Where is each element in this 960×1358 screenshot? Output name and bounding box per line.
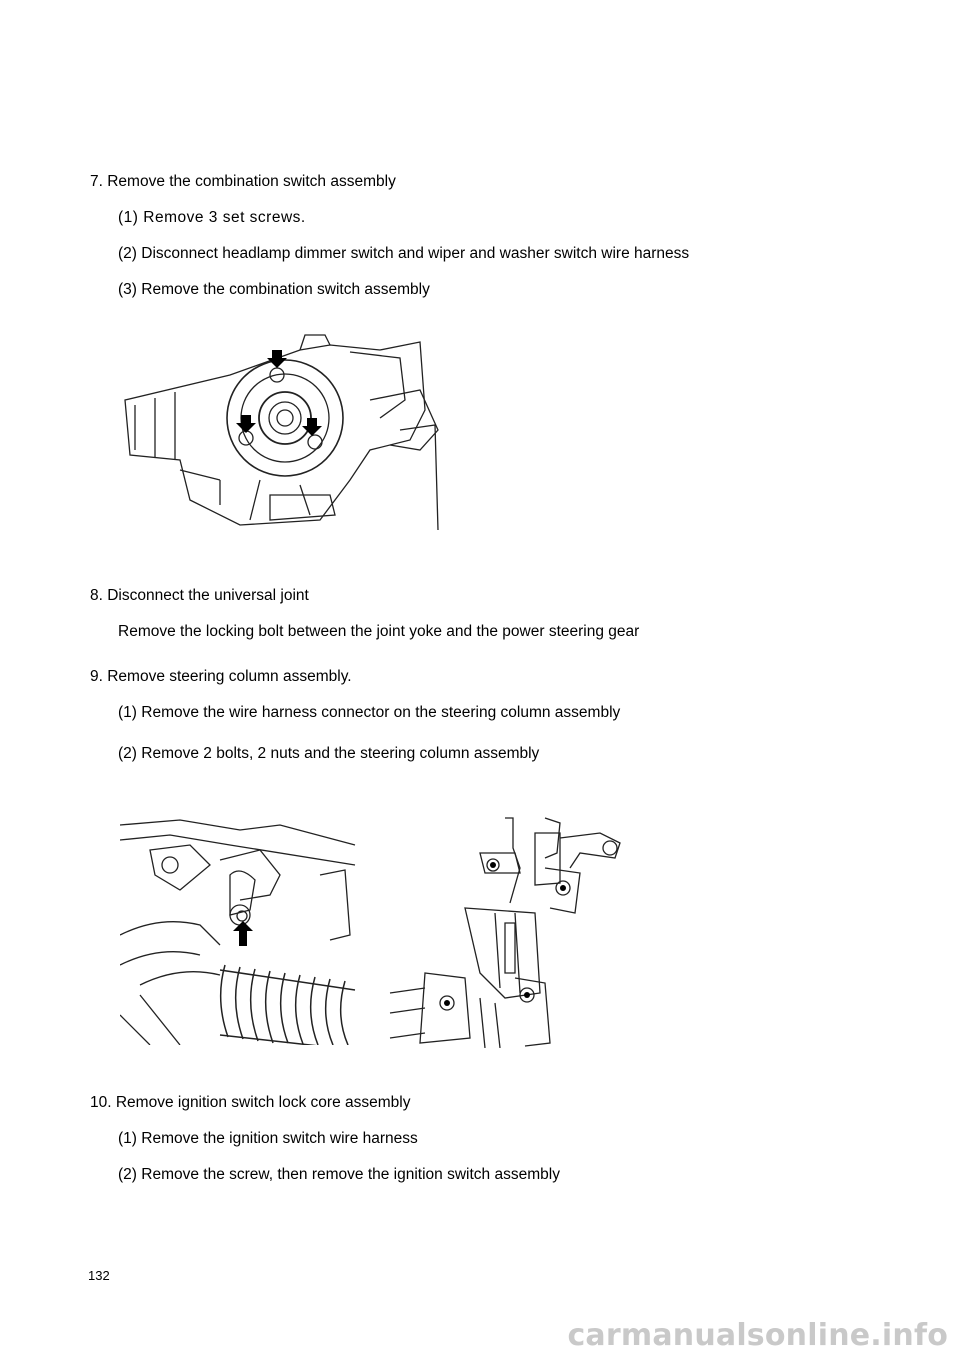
page-number: 132 — [88, 1268, 110, 1283]
step-9-substep-2: (2) Remove 2 bolts, 2 nuts and the steering column assembly — [118, 745, 540, 762]
watermark: carmanualsonline.info — [567, 1318, 948, 1353]
step-8-substep-1: Remove the locking bolt between the joint yoke and the power steering gear — [118, 623, 640, 640]
universal-joint-figure — [120, 815, 360, 1045]
step-7-substep-3: (3) Remove the combination switch assembly — [118, 281, 430, 298]
step-7-substep-2: (2) Disconnect headlamp dimmer switch and wiper and washer switch wire harness — [118, 245, 690, 262]
steering-column-figure — [385, 813, 625, 1048]
step-9-substep-1: (1) Remove the wire harness connector on the steering column assembly — [118, 704, 621, 721]
step-10-substep-2: (2) Remove the screw, then remove the ignition switch assembly — [118, 1166, 560, 1183]
step-8-heading: 8. Disconnect the universal joint — [90, 587, 309, 604]
step-7-substep-1: (1) Remove 3 set screws. — [118, 209, 306, 226]
step-7-heading: 7. Remove the combination switch assembly — [90, 173, 396, 190]
step-10-heading: 10. Remove ignition switch lock core assembly — [90, 1094, 411, 1111]
combination-switch-figure — [120, 330, 440, 540]
step-10-substep-1: (1) Remove the ignition switch wire harness — [118, 1130, 418, 1147]
step-9-heading: 9. Remove steering column assembly. — [90, 668, 352, 685]
